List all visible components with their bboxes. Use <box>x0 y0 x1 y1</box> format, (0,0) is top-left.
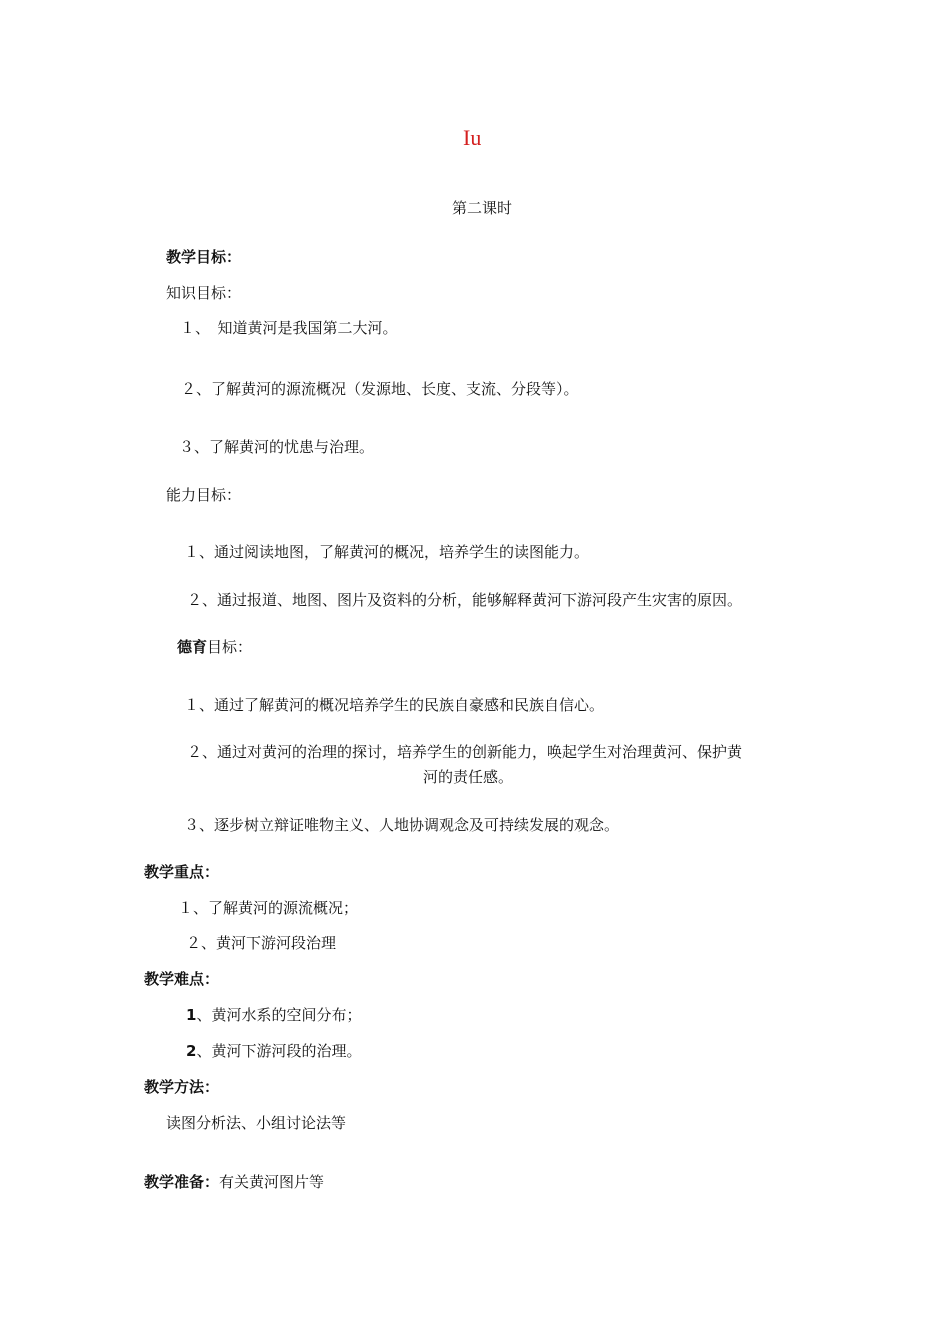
difficulty-text: 、黄河水系的空间分布； <box>196 1006 362 1024</box>
knowledge-item: ３、了解黄河的忧患与治理。 <box>179 438 375 456</box>
difficulties-heading: 教学难点： <box>144 970 220 988</box>
difficulty-number: 1 <box>186 1006 197 1024</box>
key-point-item: ２、黄河下游河段治理 <box>186 934 337 952</box>
difficulty-item <box>186 1005 361 1025</box>
key-point-item: １、了解黄河的源流概况； <box>178 899 359 917</box>
moral-item: ３、逐步树立辩证唯物主义、人地协调观念及可持续发展的观念。 <box>184 816 620 834</box>
ability-label: 能力目标： <box>166 486 242 504</box>
moral-label-bold: 德育 <box>177 638 208 656</box>
knowledge-label: 知识目标： <box>166 284 242 302</box>
moral-item: １、通过了解黄河的概况培养学生的民族自豪感和民族自信心。 <box>184 696 605 714</box>
difficulty-text: 、黄河下游河段的治理。 <box>196 1042 362 1060</box>
moral-label-rest: 目标： <box>207 638 253 656</box>
preparation-text: 有关黄河图片等 <box>219 1173 325 1191</box>
difficulty-item <box>186 1041 361 1061</box>
moral-item: ２、通过对黄河的治理的探讨，培养学生的创新能力，唤起学生对治理黄河、保护黄 <box>187 743 743 761</box>
preparation-heading: 教学准备： <box>144 1173 220 1191</box>
methods-heading: 教学方法： <box>144 1078 220 1096</box>
ability-item: １、通过阅读地图，了解黄河的概况，培养学生的读图能力。 <box>184 543 590 561</box>
moral-item-continued: 河的责任感。 <box>423 768 514 786</box>
key-points-heading: 教学重点： <box>144 863 220 881</box>
ability-item: ２、通过报道、地图、图片及资料的分析，能够解释黄河下游河段产生灾害的原因。 <box>187 591 743 609</box>
knowledge-item: １、 知道黄河是我国第二大河。 <box>180 319 398 337</box>
moral-label <box>177 637 252 657</box>
lesson-subtitle: 第二课时 <box>452 199 513 217</box>
methods-text: 读图分析法、小组讨论法等 <box>166 1114 347 1132</box>
objectives-heading: 教学目标： <box>166 248 242 266</box>
preparation-line <box>144 1172 324 1192</box>
document-title: Iu <box>463 125 482 150</box>
knowledge-item: ２、了解黄河的源流概况（发源地、长度、支流、分段等）。 <box>181 380 579 398</box>
difficulty-number: 2 <box>186 1042 197 1060</box>
